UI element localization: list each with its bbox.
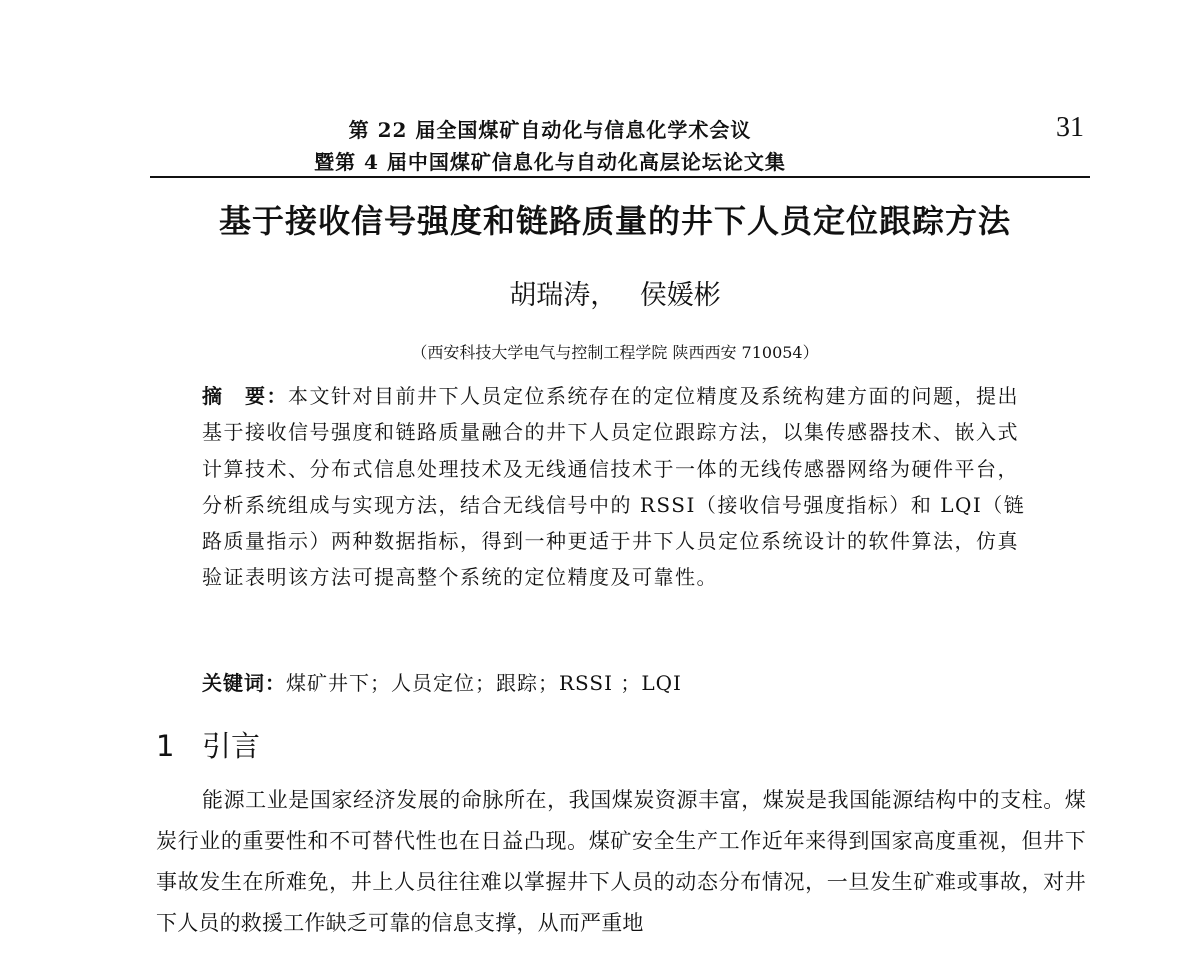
conference-title-line-2: 暨第 4 届中国煤矿信息化与自动化高层论坛论文集 [314,150,786,174]
paper-title: 基于接收信号强度和链路质量的井下人员定位跟踪方法 [218,202,1011,240]
author-affiliation: （西安科技大学电气与控制工程学院 陕西西安 710054） [411,343,819,362]
conference-title-line-1: 第 22 届全国煤矿自动化与信息化学术会议 [348,118,752,142]
section-number: 1 [156,729,175,763]
abstract-label: 摘 要： [202,384,288,408]
conference-header [150,110,1090,178]
abstract-text: 本文针对目前井下人员定位系统存在的定位精度及系统构建方面的问题，提出基于接收信号强度和链路质量融合的井下人员定位跟踪方法，以集传感器技术、嵌入式计算技术、分布式信息处理技术及无线通信技术于一体的无线传感器网络为硬件平台，分析系统组成与实现方法，结合无线信号中的 RSSI（接收信号强度指标）和 LQI（链路质量指示）两种数据指标，得到一种更适于井下人员定位系统设计的软件算法，仿真验证表明该方法可提高整个系统的定位精度及可靠性。 [202,384,1026,590]
body-paragraph: 能源工业是国家经济发展的命脉所在，我国煤炭资源丰富，煤炭是我国能源结构中的支柱。煤炭行业的重要性和不可替代性也在日益凸现。煤矿安全生产工作近年来得到国家高度重视，但井下事故发生在所难免，井上人员往往难以掌握井下人员的动态分布情况，一旦发生矿难或事故，对井下人员的救援工作缺乏可靠的信息支撑，从而严重地 [156,788,1086,935]
paper-authors: 胡瑞涛， 侯媛彬 [509,280,721,311]
section-heading [156,724,260,765]
page-number: 31 [1056,112,1084,143]
keywords [202,667,1040,699]
keywords-text: 煤矿井下；人员定位；跟踪；RSSI ；LQI [286,671,682,695]
keywords-label: 关键词： [202,671,286,695]
section-title: 引言 [202,729,261,763]
abstract [202,378,1040,596]
